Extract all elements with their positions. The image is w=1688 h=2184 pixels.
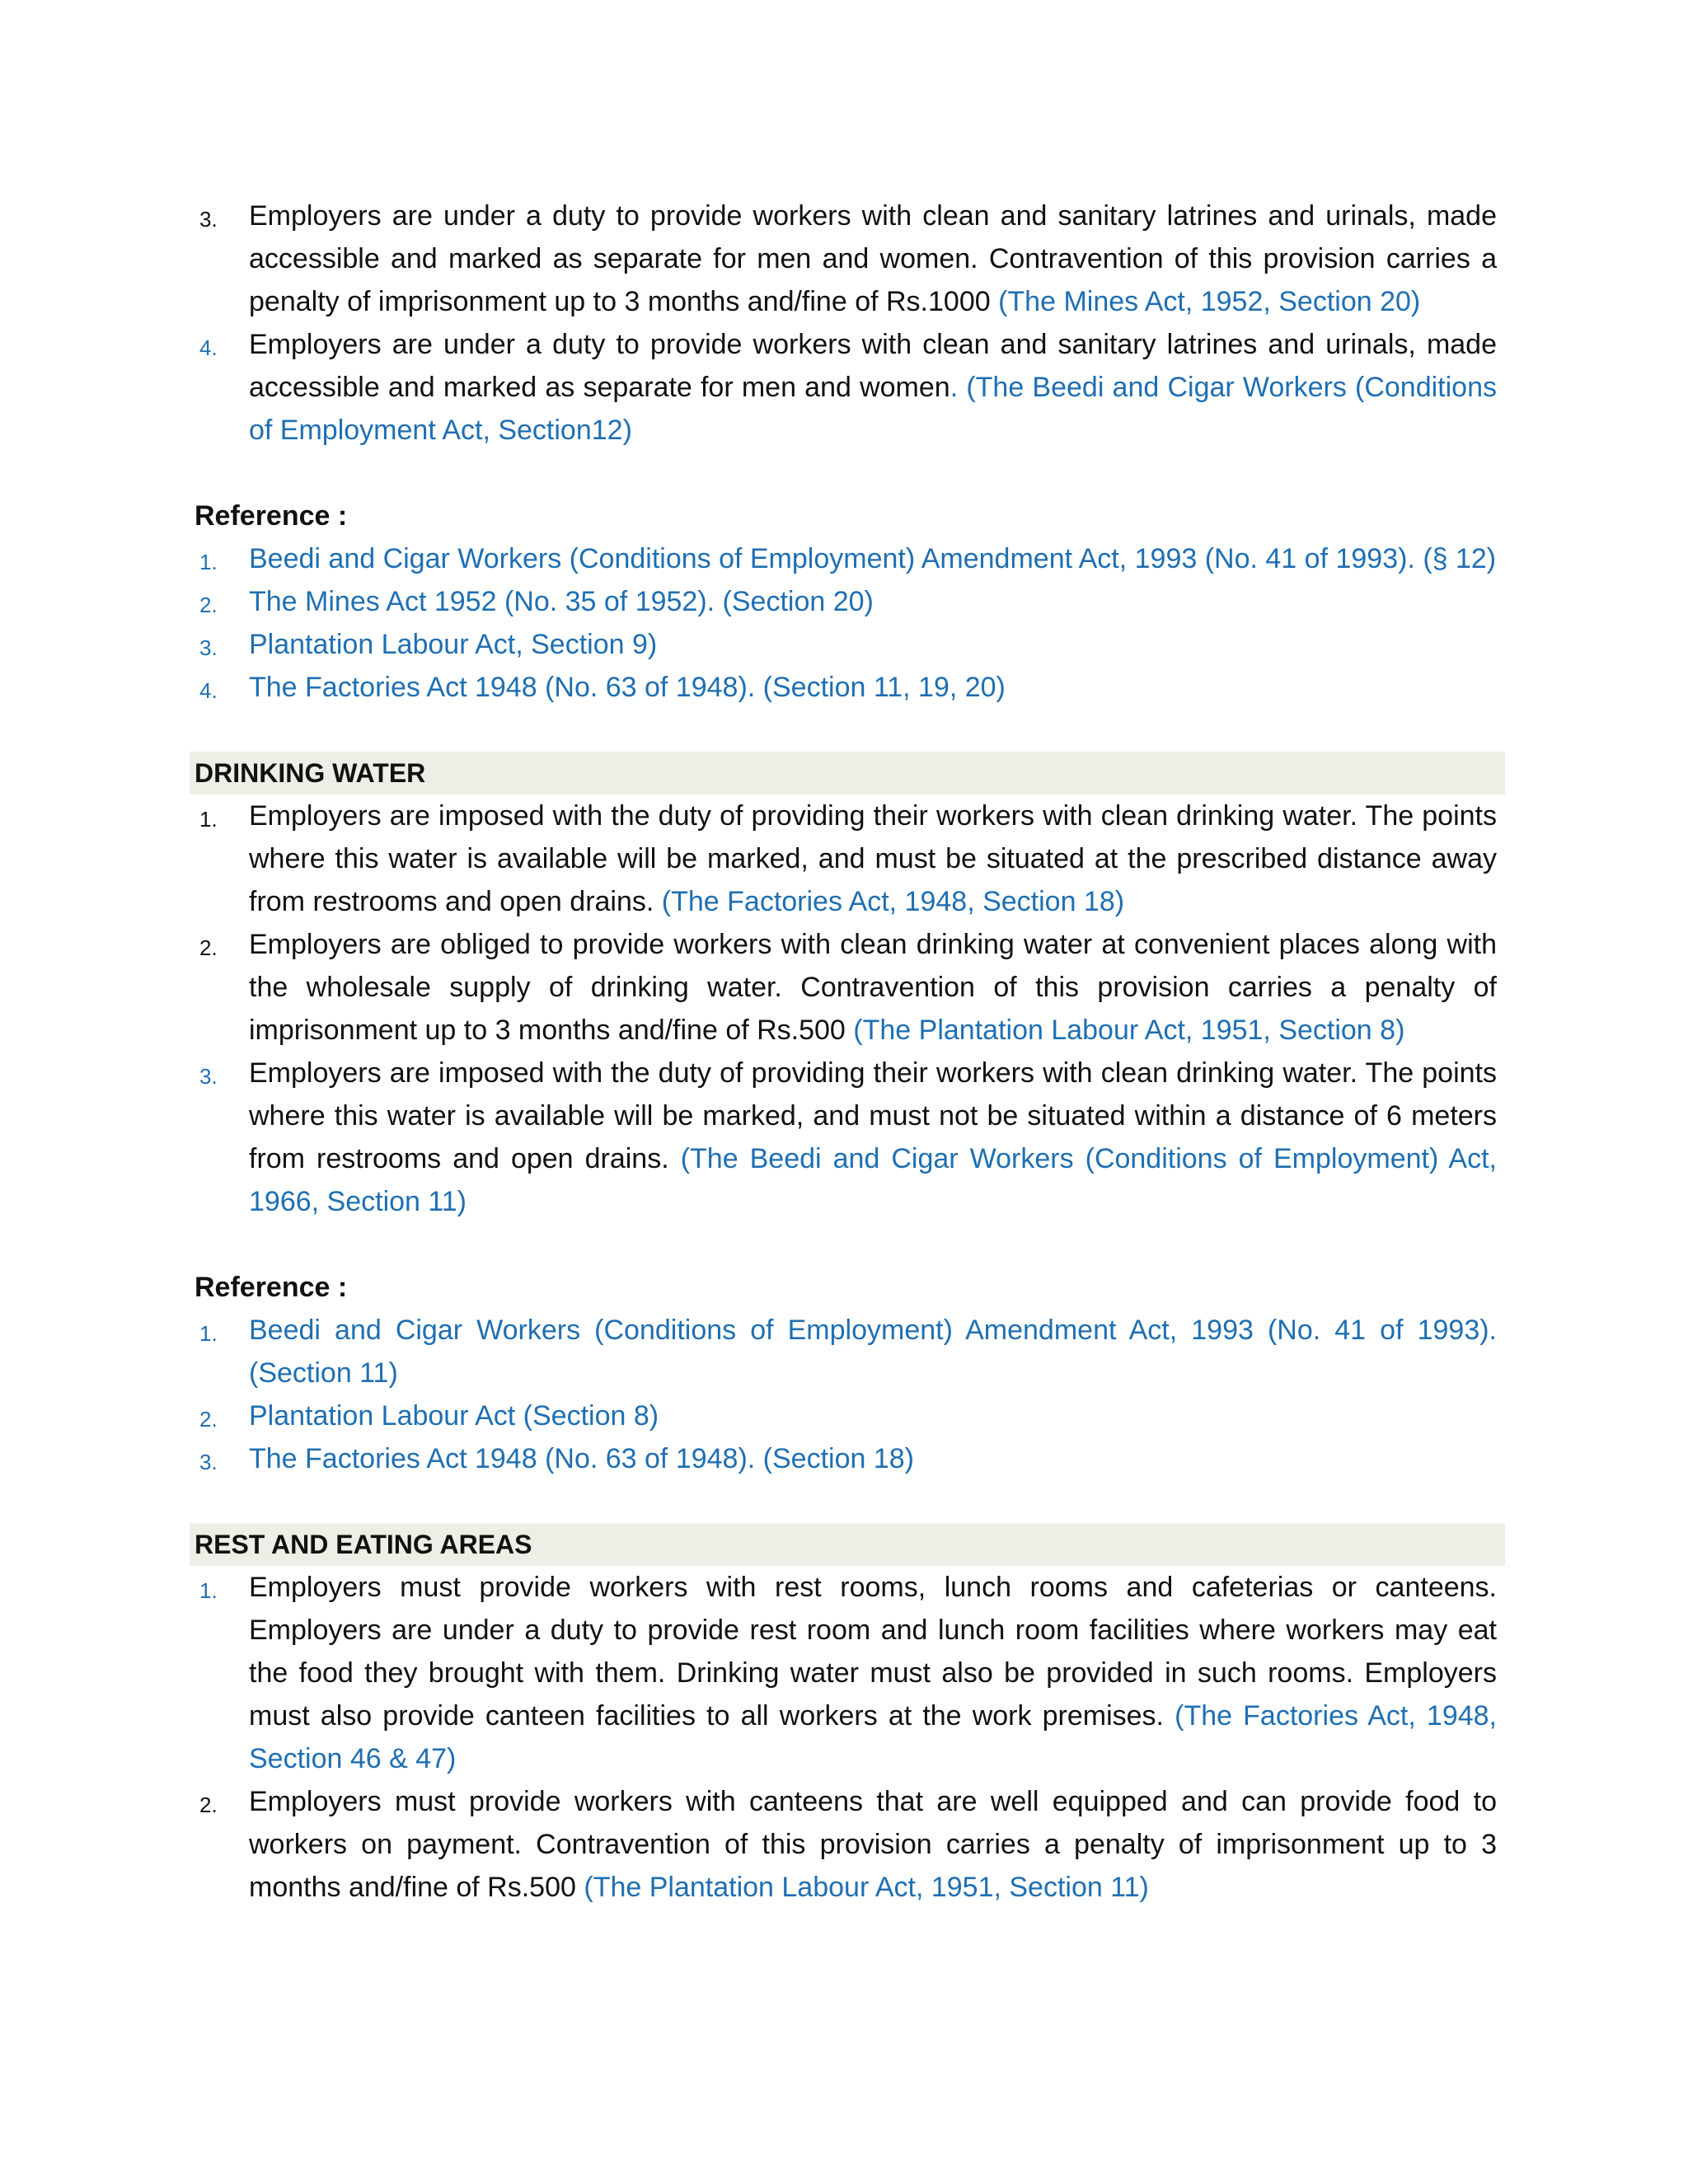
reference-block [195,494,1497,709]
item-number: 2. [199,935,218,960]
item-number: 4. [199,678,218,703]
item-number: 1. [199,550,218,574]
item-number: 3. [199,207,218,232]
sanitation-list [195,194,1497,452]
item-citation: (The Mines Act, 1952, Section 20) [990,286,1421,317]
page-content [195,194,1497,1909]
item-citation: (The Factories Act, 1948, Section 18) [654,886,1125,917]
item-number: 1. [199,1578,218,1603]
item-citation: (The Plantation Labour Act, 1951, Section 11) [575,1872,1149,1903]
reference-item [195,1437,1497,1480]
spacer [195,709,1497,752]
item-citation: (The Factories Act, 1948, Section 46 & 47) [249,1700,1497,1774]
spacer [195,452,1497,494]
item-text: Employers are under a duty to provide workers with clean and sanitary latrines and urinals, made accessible and marked as separate for men and women [249,329,1497,403]
section-heading: REST AND EATING AREAS [190,1523,1505,1566]
list-item [195,1566,1497,1780]
item-citation: (The Plantation Labour Act, 1951, Section 8) [845,1015,1405,1046]
item-text: Employers are under a duty to provide workers with clean and sanitary latrines and urinals, made accessible and marked as separate for men and women. Contravention of this provision carries a penalty of imprisonment up to 3 months and/fine of Rs.1000 [249,200,1497,317]
reference-item [195,1309,1497,1394]
reference-text: The Mines Act 1952 (No. 35 of 1952). (Section 20) [249,586,874,617]
reference-block [195,1266,1497,1480]
item-citation: (The Beedi and Cigar Workers (Conditions of Employment) Act, 1966, Section 11) [249,1143,1498,1217]
list-item [195,923,1497,1052]
rest-eating-section [195,1523,1497,1909]
reference-title: Reference : [195,1272,348,1303]
list-item [195,1052,1497,1223]
item-text: Employers are imposed with the duty of providing their workers with clean drinking water. The points where this water is available will be marked, and must not be situated within a distance of 6 meters from restrooms and open drains. [249,1057,1497,1174]
item-text: Employers are imposed with the duty of providing their workers with clean drinking water. The points where this water is available will be marked, and must be situated at the prescribed distance away from restrooms and open drains. [249,800,1497,917]
reference-text: Beedi and Cigar Workers (Conditions of Employment) Amendment Act, 1993 (No. 41 of 1993). (§ 12) [249,543,1497,574]
item-number: 2. [199,593,218,617]
item-number: 4. [199,335,218,360]
item-citation: . (The Beedi and Cigar Workers (Conditions of Employment Act, Section12) [249,372,1497,446]
list-item [195,323,1497,452]
item-number: 1. [199,1321,218,1346]
item-number: 2. [199,1407,218,1432]
reference-text: The Factories Act 1948 (No. 63 of 1948). (Section 11, 19, 20) [249,672,1006,703]
item-number: 2. [199,1793,218,1817]
list-item [195,1780,1497,1909]
item-number: 3. [199,1064,218,1089]
item-text: Employers must provide workers with canteens that are well equipped and can provide food to workers on payment. Contravention of this provision carries a penalty of imprisonment up to 3 months and/fine of Rs.500 [249,1786,1497,1903]
item-number: 3. [199,635,218,660]
reference-text: Plantation Labour Act (Section 8) [249,1400,659,1432]
reference-item [195,580,1497,623]
reference-text: Beedi and Cigar Workers (Conditions of Employment) Amendment Act, 1993 (No. 41 of 1993). (Section 11) [249,1315,1497,1389]
reference-text: Plantation Labour Act, Section 9) [249,629,658,660]
spacer [195,1223,1497,1266]
item-number: 3. [199,1450,218,1474]
list-item [195,794,1497,923]
reference-item [195,623,1497,666]
drinking-water-section [195,752,1497,1223]
item-number: 1. [199,807,218,832]
reference-item [195,537,1497,580]
item-text: Employers must provide workers with rest rooms, lunch rooms and cafeterias or canteens. Employers are under a duty to provide rest room and lunch room facilities where workers may eat the food they brought with them. Drinking water must also be provided in such rooms. Employers must also provide canteen facilities to all workers at the work premises. [249,1572,1497,1732]
reference-item [195,1394,1497,1437]
list-item [195,194,1497,323]
reference-item [195,666,1497,709]
reference-text: The Factories Act 1948 (No. 63 of 1948). (Section 18) [249,1443,914,1474]
item-text: Employers are obliged to provide workers with clean drinking water at convenient places along with the wholesale supply of drinking water. Contravention of this provision carries a penalty of imprisonment up to 3 months and/fine of Rs.500 [249,929,1497,1046]
reference-title: Reference : [195,500,348,532]
spacer [195,1480,1497,1523]
section-heading: DRINKING WATER [190,752,1505,794]
